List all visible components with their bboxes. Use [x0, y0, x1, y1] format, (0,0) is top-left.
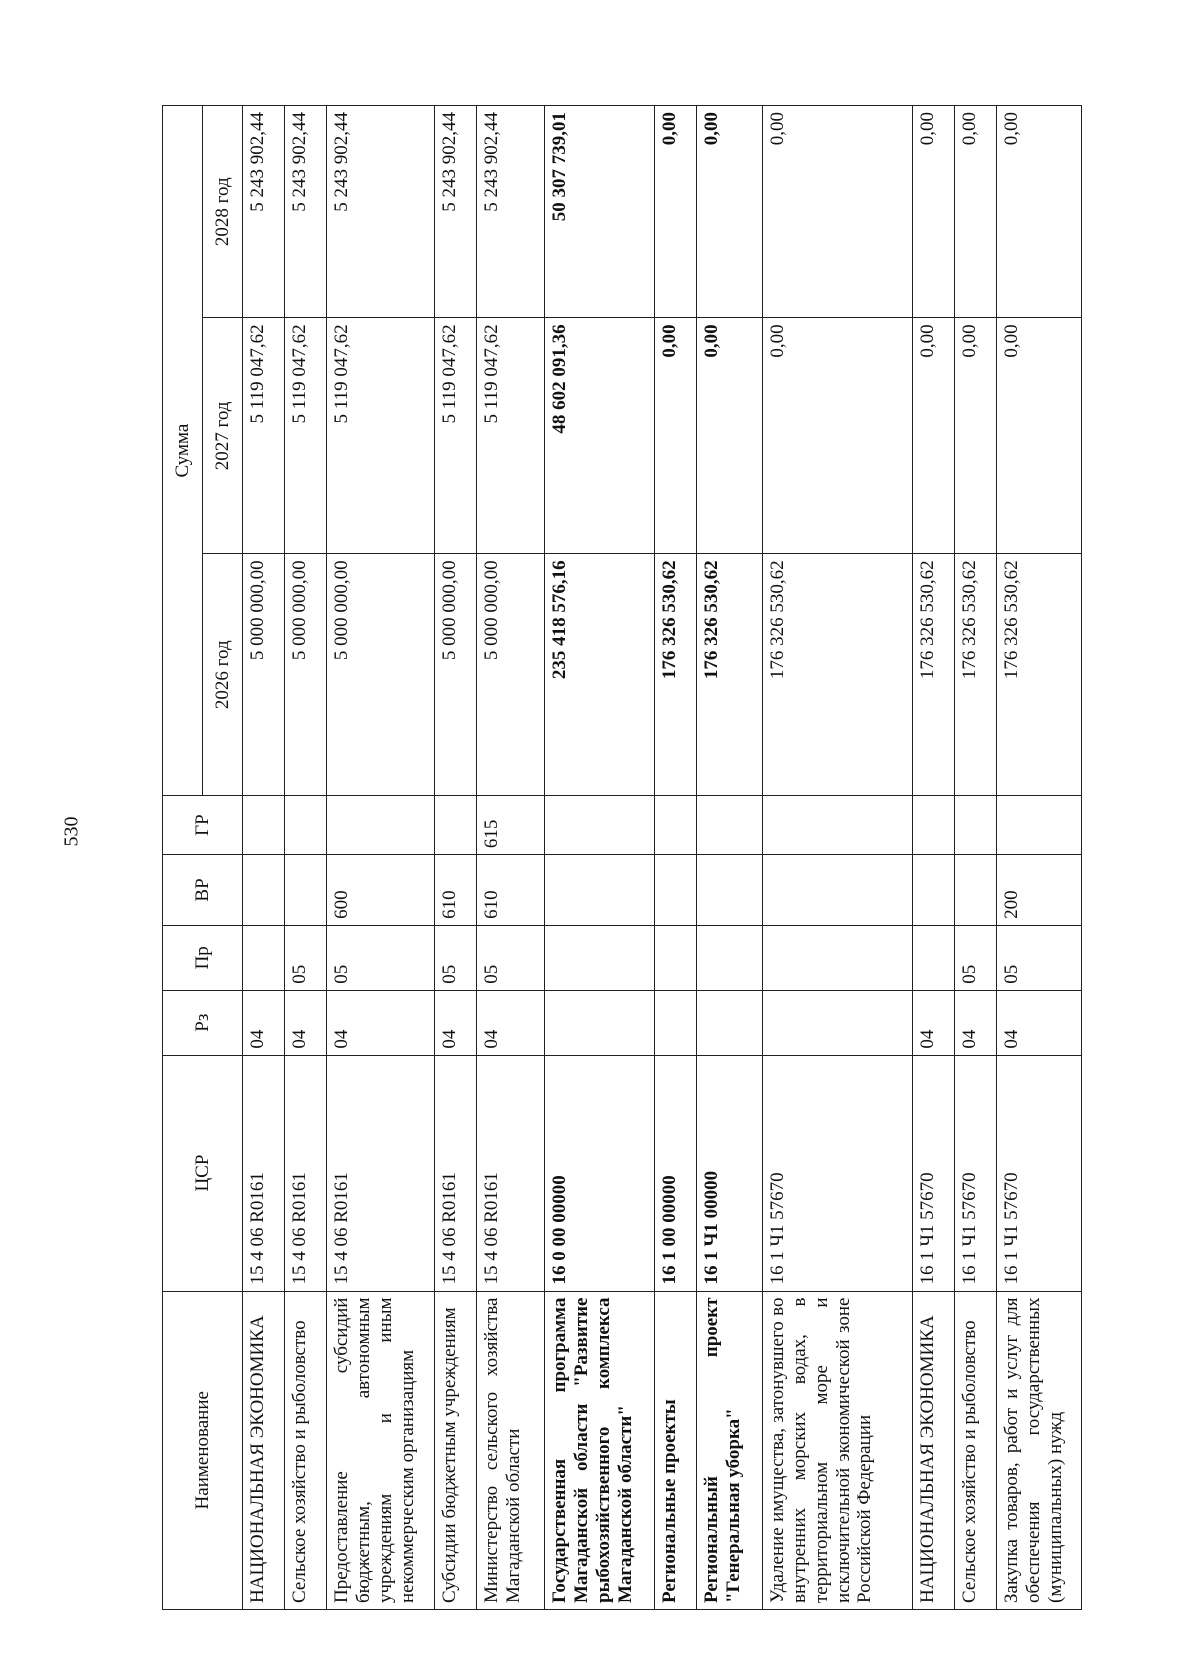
row-2027-cell: 5 119 047,62: [285, 318, 327, 554]
row-2028-cell: 5 243 902,44: [285, 106, 327, 318]
row-csr-cell: 16 1 Ч1 00000: [697, 1055, 763, 1291]
row-vr-cell: 610: [477, 855, 545, 926]
table-row: [435, 106, 477, 1610]
header-gr: ГР: [163, 796, 243, 855]
row-gr-cell: [697, 796, 763, 855]
row-rz-cell: [697, 990, 763, 1055]
row-2027-cell: 5 119 047,62: [435, 318, 477, 554]
row-pr-cell: 05: [327, 925, 435, 990]
row-name-cell: Предоставление субсидий бюджетным, автономным учреждениям и иным некоммерческим организациям: [327, 1291, 435, 1609]
header-2028: 2028 год: [203, 106, 243, 318]
row-pr-cell: [697, 925, 763, 990]
row-2027-cell: 5 119 047,62: [477, 318, 545, 554]
table-row: [913, 106, 955, 1610]
row-rz-cell: [763, 990, 913, 1055]
row-2028-cell: 5 243 902,44: [477, 106, 545, 318]
row-gr-cell: [655, 796, 697, 855]
row-vr-cell: [763, 855, 913, 926]
row-2028-cell: 0,00: [955, 106, 997, 318]
row-csr-cell: 16 1 Ч1 57670: [913, 1055, 955, 1291]
row-vr-cell: [243, 855, 285, 926]
row-vr-cell: 610: [435, 855, 477, 926]
row-rz-cell: 04: [243, 990, 285, 1055]
table-row: [243, 106, 285, 1610]
row-2026-cell: 176 326 530,62: [997, 554, 1082, 796]
row-2028-cell: 0,00: [763, 106, 913, 318]
header-2027: 2027 год: [203, 318, 243, 554]
budget-table: [162, 105, 1082, 1610]
row-name-cell: Министерство сельского хозяйства Магаданской области: [477, 1291, 545, 1609]
row-name-cell: Региональные проекты: [655, 1291, 697, 1609]
row-vr-cell: [913, 855, 955, 926]
row-2027-cell: 0,00: [697, 318, 763, 554]
row-2028-cell: 0,00: [697, 106, 763, 318]
header-pr: Пр: [163, 925, 243, 990]
row-csr-cell: 16 1 00 00000: [655, 1055, 697, 1291]
row-vr-cell: [545, 855, 655, 926]
row-gr-cell: [285, 796, 327, 855]
row-2027-cell: 5 119 047,62: [243, 318, 285, 554]
row-2027-cell: 0,00: [655, 318, 697, 554]
row-pr-cell: [913, 925, 955, 990]
row-name-cell: Региональный проект "Генеральная уборка": [697, 1291, 763, 1609]
row-rz-cell: 04: [477, 990, 545, 1055]
table-row: [327, 106, 435, 1610]
row-2028-cell: 0,00: [913, 106, 955, 318]
row-rz-cell: [655, 990, 697, 1055]
row-rz-cell: [545, 990, 655, 1055]
table-row: [477, 106, 545, 1610]
row-2027-cell: 0,00: [763, 318, 913, 554]
page-number: 530: [60, 816, 83, 847]
row-2028-cell: 0,00: [997, 106, 1082, 318]
row-name-cell: НАЦИОНАЛЬНАЯ ЭКОНОМИКА: [243, 1291, 285, 1609]
row-pr-cell: 05: [955, 925, 997, 990]
row-gr-cell: [435, 796, 477, 855]
row-name-cell: Закупка товаров, работ и услуг для обеспечения государственных (муниципальных) нужд: [997, 1291, 1082, 1609]
row-2028-cell: 5 243 902,44: [327, 106, 435, 318]
row-2026-cell: 5 000 000,00: [243, 554, 285, 796]
row-csr-cell: 15 4 06 R0161: [285, 1055, 327, 1291]
row-gr-cell: [997, 796, 1082, 855]
row-rz-cell: 04: [997, 990, 1082, 1055]
table-row: [655, 106, 697, 1610]
row-csr-cell: 16 1 Ч1 57670: [997, 1055, 1082, 1291]
row-csr-cell: 15 4 06 R0161: [327, 1055, 435, 1291]
row-vr-cell: [697, 855, 763, 926]
row-pr-cell: 05: [477, 925, 545, 990]
row-gr-cell: [913, 796, 955, 855]
row-csr-cell: 16 0 00 00000: [545, 1055, 655, 1291]
row-2027-cell: 0,00: [955, 318, 997, 554]
row-rz-cell: 04: [435, 990, 477, 1055]
row-2026-cell: 5 000 000,00: [327, 554, 435, 796]
row-csr-cell: 16 1 Ч1 57670: [955, 1055, 997, 1291]
row-name-cell: Государственная программа Магаданской области "Развитие рыбохозяйственного комплекса Магаданской области": [545, 1291, 655, 1609]
row-pr-cell: [763, 925, 913, 990]
row-rz-cell: 04: [955, 990, 997, 1055]
row-name-cell: Удаление имущества, затонувшего во внутренних морских водах, в территориальном море и исключительной экономической зоне Российской Федерации: [763, 1291, 913, 1609]
row-2026-cell: 176 326 530,62: [955, 554, 997, 796]
table-row: [545, 106, 655, 1610]
row-vr-cell: [285, 855, 327, 926]
row-name-cell: Сельское хозяйство и рыболовство: [285, 1291, 327, 1609]
row-gr-cell: [327, 796, 435, 855]
row-2027-cell: 5 119 047,62: [327, 318, 435, 554]
rotated-page-content: [162, 105, 1074, 1610]
row-2026-cell: 5 000 000,00: [435, 554, 477, 796]
row-name-cell: Субсидии бюджетным учреждениям: [435, 1291, 477, 1609]
header-sum: Сумма: [163, 106, 203, 796]
row-2026-cell: 235 418 576,16: [545, 554, 655, 796]
row-pr-cell: 05: [435, 925, 477, 990]
row-2028-cell: 5 243 902,44: [243, 106, 285, 318]
row-2028-cell: 5 243 902,44: [435, 106, 477, 318]
row-csr-cell: 15 4 06 R0161: [477, 1055, 545, 1291]
row-name-cell: Сельское хозяйство и рыболовство: [955, 1291, 997, 1609]
row-gr-cell: [955, 796, 997, 855]
row-2028-cell: 0,00: [655, 106, 697, 318]
row-rz-cell: 04: [285, 990, 327, 1055]
row-csr-cell: 15 4 06 R0161: [435, 1055, 477, 1291]
row-gr-cell: [243, 796, 285, 855]
row-2026-cell: 176 326 530,62: [697, 554, 763, 796]
row-2026-cell: 5 000 000,00: [477, 554, 545, 796]
row-name-cell: НАЦИОНАЛЬНАЯ ЭКОНОМИКА: [913, 1291, 955, 1609]
table-row: [285, 106, 327, 1610]
row-vr-cell: 600: [327, 855, 435, 926]
table-row: [697, 106, 763, 1610]
row-gr-cell: 615: [477, 796, 545, 855]
row-pr-cell: [655, 925, 697, 990]
header-vr: ВР: [163, 855, 243, 926]
row-rz-cell: 04: [327, 990, 435, 1055]
table-row: [763, 106, 913, 1610]
row-vr-cell: [955, 855, 997, 926]
row-gr-cell: [545, 796, 655, 855]
row-2027-cell: 0,00: [997, 318, 1082, 554]
row-2026-cell: 176 326 530,62: [655, 554, 697, 796]
row-2028-cell: 50 307 739,01: [545, 106, 655, 318]
row-2027-cell: 48 602 091,36: [545, 318, 655, 554]
header-rz: Рз: [163, 990, 243, 1055]
row-vr-cell: 200: [997, 855, 1082, 926]
row-2026-cell: 176 326 530,62: [763, 554, 913, 796]
row-2026-cell: 5 000 000,00: [285, 554, 327, 796]
row-gr-cell: [763, 796, 913, 855]
row-pr-cell: [545, 925, 655, 990]
row-vr-cell: [655, 855, 697, 926]
header-csr: ЦСР: [163, 1055, 243, 1291]
row-rz-cell: 04: [913, 990, 955, 1055]
row-pr-cell: 05: [285, 925, 327, 990]
header-2026: 2026 год: [203, 554, 243, 796]
row-2027-cell: 0,00: [913, 318, 955, 554]
row-pr-cell: 05: [997, 925, 1082, 990]
row-csr-cell: 15 4 06 R0161: [243, 1055, 285, 1291]
table-row: [955, 106, 997, 1610]
table-row: [997, 106, 1082, 1610]
row-2026-cell: 176 326 530,62: [913, 554, 955, 796]
row-csr-cell: 16 1 Ч1 57670: [763, 1055, 913, 1291]
header-name: Наименование: [163, 1291, 243, 1609]
row-pr-cell: [243, 925, 285, 990]
